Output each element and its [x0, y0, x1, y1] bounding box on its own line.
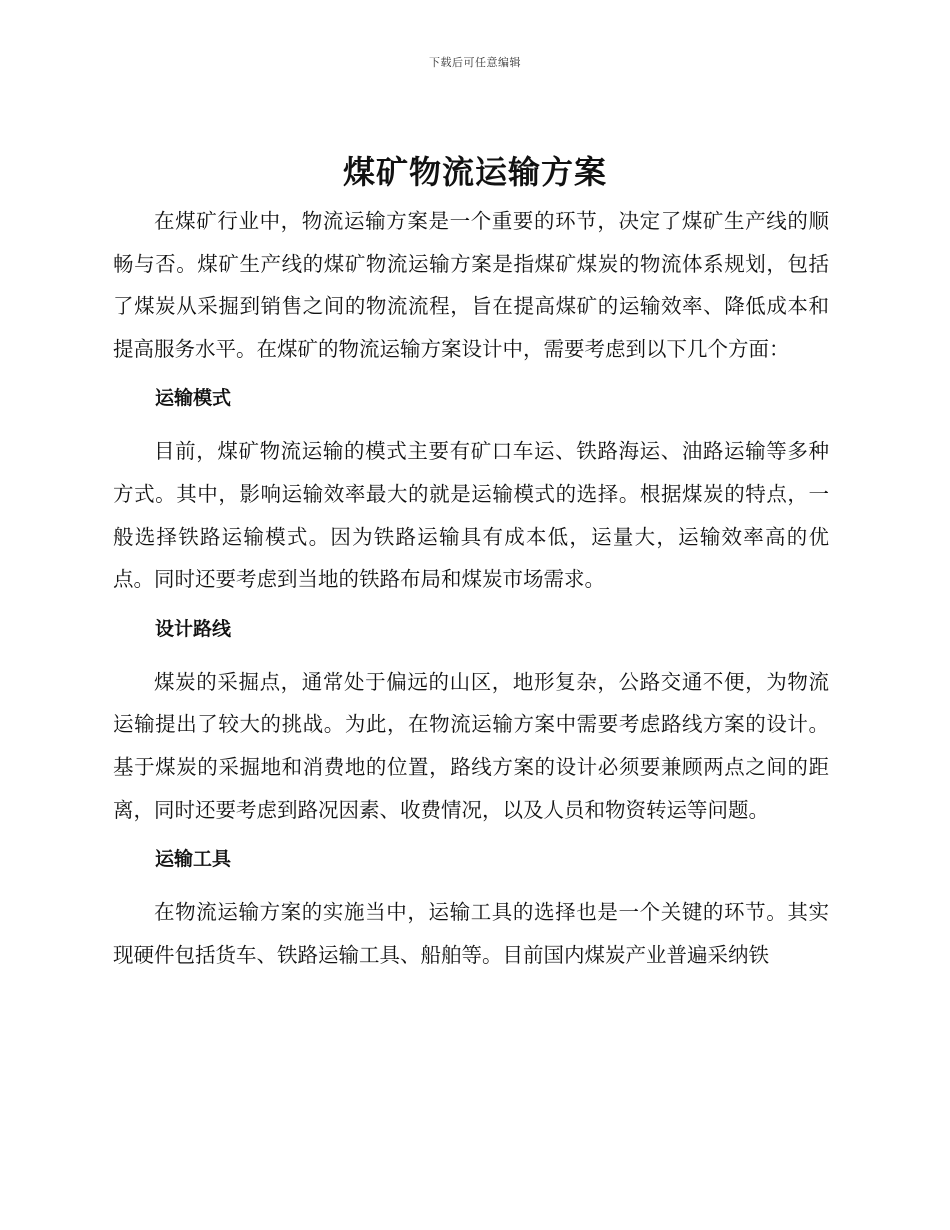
section-heading-transport-tools: 运输工具: [155, 848, 232, 871]
section-heading-route-design: 设计路线: [155, 617, 232, 640]
section-paragraph-transport-tools: 在物流运输方案的实施当中，运输工具的选择也是一个关键的环节。其实现硬件包括货车、铁路运输工具、船舶等。目前国内煤炭产业普遍采纳铁: [113, 900, 829, 967]
document-body: [113, 200, 829, 976]
intro-paragraph: 在煤矿行业中，物流运输方案是一个重要的环节，决定了煤矿生产线的顺畅与否。煤矿生产线的煤矿物流运输方案是指煤矿煤炭的物流体系规划，包括了煤炭从采掘到销售之间的物流流程，旨在提高煤矿的运输效率、降低成本和提高服务水平。在煤矿的物流运输方案设计中，需要考虑到以下几个方面：: [113, 209, 829, 361]
section-heading-transport-mode: 运输模式: [155, 387, 232, 410]
section-paragraph-route-design: 煤炭的采掘点，通常处于偏远的山区，地形复杂，公路交通不便，为物流运输提出了较大的挑战。为此，在物流运输方案中需要考虑路线方案的设计。基于煤炭的采掘地和消费地的位置，路线方案的设计必须要兼顾两点之间的距离，同时还要考虑到路况因素、收费情况，以及人员和物资转运等问题。: [113, 669, 829, 822]
document-title: 煤矿物流运输方案: [342, 153, 607, 191]
page-header-note: 下载后可任意编辑: [429, 56, 521, 69]
section-paragraph-transport-mode: 目前，煤矿物流运输的模式主要有矿口车运、铁路海运、油路运输等多种方式。其中，影响运输效率最大的就是运输模式的选择。根据煤炭的特点，一般选择铁路运输模式。因为铁路运输具有成本低，运量大，运输效率高的优点。同时还要考虑到当地的铁路布局和煤炭市场需求。: [113, 439, 829, 592]
